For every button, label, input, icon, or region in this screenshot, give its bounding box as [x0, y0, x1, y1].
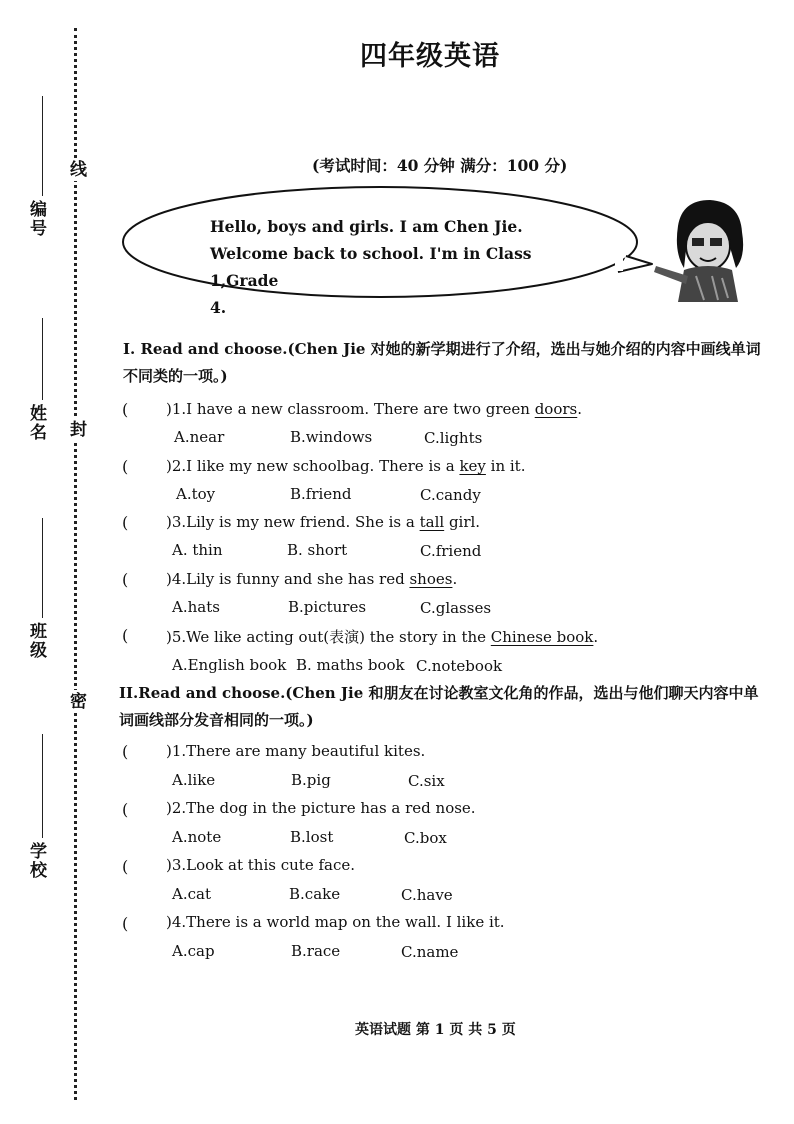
s1-q2-text-b: in it. — [485, 457, 526, 475]
s2-q2-text: )2.The dog in the picture has a red nose. — [166, 799, 476, 817]
s2-q4-option-a[interactable]: A.cap — [172, 942, 215, 960]
speech-line-2: Welcome back to school. I'm in Class 1,Grade — [210, 244, 532, 290]
s2-q2-option-c[interactable]: C.box — [404, 829, 447, 847]
s2-q1-option-c[interactable]: C.six — [408, 772, 445, 790]
s1-q4-underlined: shoes — [409, 570, 453, 588]
s1-q5-option-a[interactable]: A.English book — [172, 656, 287, 674]
field-label-number: 编号 — [26, 200, 46, 238]
field-label-class: 班级 — [26, 622, 46, 660]
field-line-class[interactable] — [42, 518, 43, 618]
speech-line-1: Hello, boys and girls. I am Chen Jie. — [210, 217, 523, 236]
s1-q5-option-c[interactable]: C.notebook — [416, 657, 503, 675]
s1-q1-option-a[interactable]: A.near — [174, 428, 225, 446]
s2-q3-option-a[interactable]: A.cat — [172, 885, 211, 903]
page-footer: 英语试题 第 1 页 共 5 页 — [355, 1022, 516, 1038]
s2-q3-paren[interactable]: ( — [122, 857, 129, 876]
s1-q5-underlined: Chinese book — [490, 628, 594, 646]
field-line-school[interactable] — [42, 734, 43, 838]
section1-heading: I. Read and choose.(Chen Jie 对她的新学期进行了介绍，选出与她介绍的内容中画线单词不同类的一项。) — [123, 340, 761, 385]
s2-q4-paren[interactable]: ( — [122, 914, 129, 933]
s1-q3-text-a: )3.Lily is my new friend. She is a — [166, 513, 420, 531]
s1-q2-underlined: key — [459, 457, 486, 475]
field-label-name: 姓名 — [26, 404, 46, 442]
s1-q3-text-b: girl. — [444, 513, 481, 531]
s1-q3-option-c[interactable]: C.friend — [420, 542, 482, 560]
s1-q4-text-a: )4.Lily is funny and she has red — [166, 570, 410, 588]
s2-q2-option-a[interactable]: A.note — [172, 828, 222, 846]
s1-q5-text-b: . — [593, 628, 599, 646]
binding-dotted-line — [74, 28, 77, 1100]
s1-q5-paren[interactable]: ( — [122, 626, 129, 645]
s1-q2-option-c[interactable]: C.candy — [420, 486, 481, 504]
s1-q1-text-b: . — [577, 400, 583, 418]
s1-q1-text-a: )1.I have a new classroom. There are two green — [166, 400, 535, 418]
s1-q5-text — [166, 626, 598, 647]
s2-q1-option-b[interactable]: B.pig — [291, 771, 331, 789]
field-line-name[interactable] — [42, 318, 43, 400]
s2-q3-text: )3.Look at this cute face. — [166, 856, 356, 874]
s1-q4-text — [166, 570, 457, 588]
s1-q2-paren[interactable]: ( — [122, 457, 129, 476]
s1-q5-option-b[interactable]: B. maths book — [296, 656, 405, 674]
seal-char-mi: 密 — [64, 690, 89, 713]
s1-q2-text — [166, 457, 525, 475]
s2-q4-option-b[interactable]: B.race — [291, 942, 341, 960]
s2-q4-option-c[interactable]: C.name — [401, 943, 459, 961]
s2-q3-option-c[interactable]: C.have — [401, 886, 453, 904]
s2-q4-text: )4.There is a world map on the wall. I like it. — [166, 913, 505, 931]
s2-q1-text: )1.There are many beautiful kites. — [166, 742, 426, 760]
s1-q3-underlined: tall — [419, 513, 445, 531]
girl-character-illustration — [648, 196, 760, 304]
s1-q1-option-c[interactable]: C.lights — [424, 429, 483, 447]
s1-q2-option-a[interactable]: A.toy — [176, 485, 216, 503]
s1-q3-option-b[interactable]: B. short — [287, 541, 348, 559]
seal-char-feng: 封 — [64, 418, 89, 441]
s2-q1-option-a[interactable]: A.like — [172, 771, 216, 789]
s1-q3-text — [166, 513, 480, 531]
s1-q1-option-b[interactable]: B.windows — [290, 428, 373, 446]
exam-info: (考试时间：40 分钟 满分：100 分) — [312, 156, 568, 175]
s1-q4-option-c[interactable]: C.glasses — [420, 599, 492, 617]
s1-q4-option-a[interactable]: A.hats — [172, 598, 220, 616]
s1-q2-option-b[interactable]: B.friend — [290, 485, 352, 503]
s1-q2-text-a: )2.I like my new schoolbag. There is a — [166, 457, 460, 475]
s1-q3-paren[interactable]: ( — [122, 513, 129, 532]
field-line-number[interactable] — [42, 96, 43, 196]
s2-q3-option-b[interactable]: B.cake — [289, 885, 341, 903]
s1-q4-option-b[interactable]: B.pictures — [288, 598, 367, 616]
s2-q2-option-b[interactable]: B.lost — [290, 828, 334, 846]
seal-char-xian: 线 — [64, 158, 89, 181]
s1-q3-option-a[interactable]: A. thin — [172, 541, 223, 559]
s1-q1-underlined: doors — [534, 400, 578, 418]
s2-q1-paren[interactable]: ( — [122, 742, 129, 761]
s1-q4-paren[interactable]: ( — [122, 570, 129, 589]
speech-line-3: 4. — [210, 298, 227, 317]
page-title: 四年级英语 — [360, 41, 500, 72]
s1-q5-text-a: )5.We like acting out(表演) the story in the — [166, 628, 491, 646]
speech-text — [210, 213, 570, 321]
section2-heading: II.Read and choose.(Chen Jie 和朋友在讨论教室文化角的作品，选出与他们聊天内容中单词画线部分发音相同的一项。) — [119, 684, 759, 729]
field-label-school: 学校 — [26, 842, 46, 880]
s1-q1-text — [166, 400, 582, 418]
s1-q4-text-b: . — [452, 570, 458, 588]
s1-q1-paren[interactable]: ( — [122, 400, 129, 419]
s2-q2-paren[interactable]: ( — [122, 800, 129, 819]
